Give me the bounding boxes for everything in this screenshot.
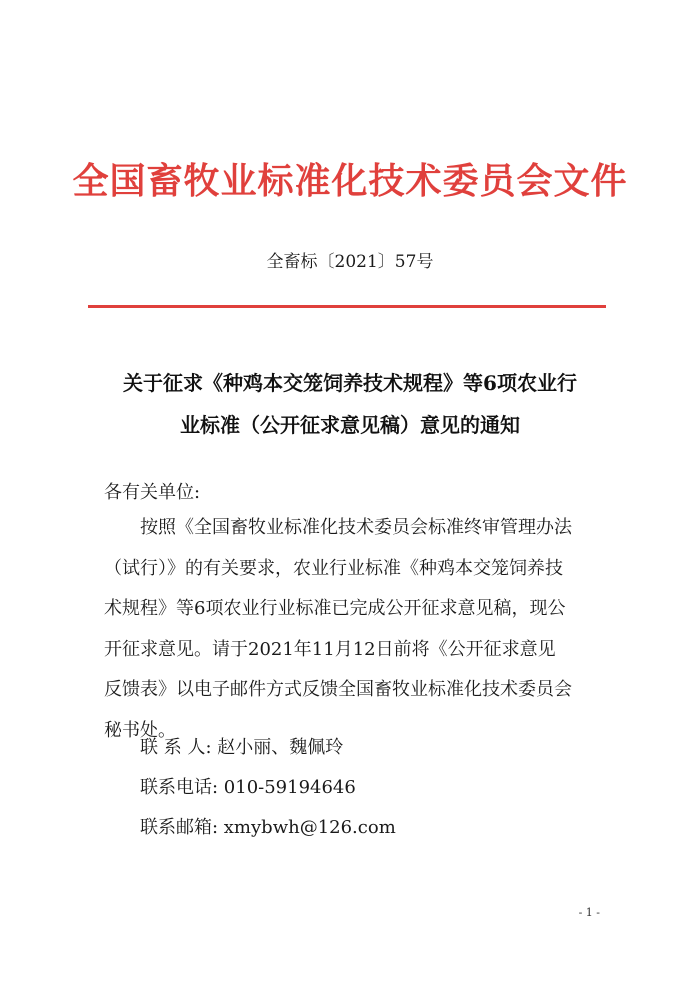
contact-person: 联 系 人: 赵小丽、魏佩玲 xyxy=(140,737,344,758)
body-line: 秘书处。 xyxy=(104,719,176,741)
document-header-title: 全国畜牧业标准化技术委员会文件 xyxy=(72,160,628,202)
notice-title-line-1: 关于征求《种鸡本交笼饲养技术规程》等6项农业行 xyxy=(123,371,577,395)
body-paragraph xyxy=(104,508,604,751)
notice-title-line-2: 业标准（公开征求意见稿）意见的通知 xyxy=(180,413,520,437)
notice-title xyxy=(90,362,610,446)
body-line: 反馈表》以电子邮件方式反馈全国畜牧业标准化技术委员会 xyxy=(104,679,572,700)
document-number: 全畜标〔2021〕57号 xyxy=(266,252,434,272)
body-line: 按照《全国畜牧业标准化技术委员会标准终审管理办法 xyxy=(104,517,572,538)
addressee: 各有关单位: xyxy=(104,482,201,503)
body-line: 开征求意见。请于2021年11月12日前将《公开征求意见 xyxy=(104,638,556,660)
contact-phone: 联系电话: 010-59194646 xyxy=(140,777,356,798)
contact-email: 联系邮箱: xmybwh@126.com xyxy=(140,817,396,838)
body-line: （试行）》的有关要求，农业行业标准《种鸡本交笼饲养技 xyxy=(104,557,563,579)
red-divider-line xyxy=(88,305,606,308)
page-number: - 1 - xyxy=(578,906,600,919)
body-line: 术规程》等6项农业行业标准已完成公开征求意见稿，现公 xyxy=(104,598,566,619)
